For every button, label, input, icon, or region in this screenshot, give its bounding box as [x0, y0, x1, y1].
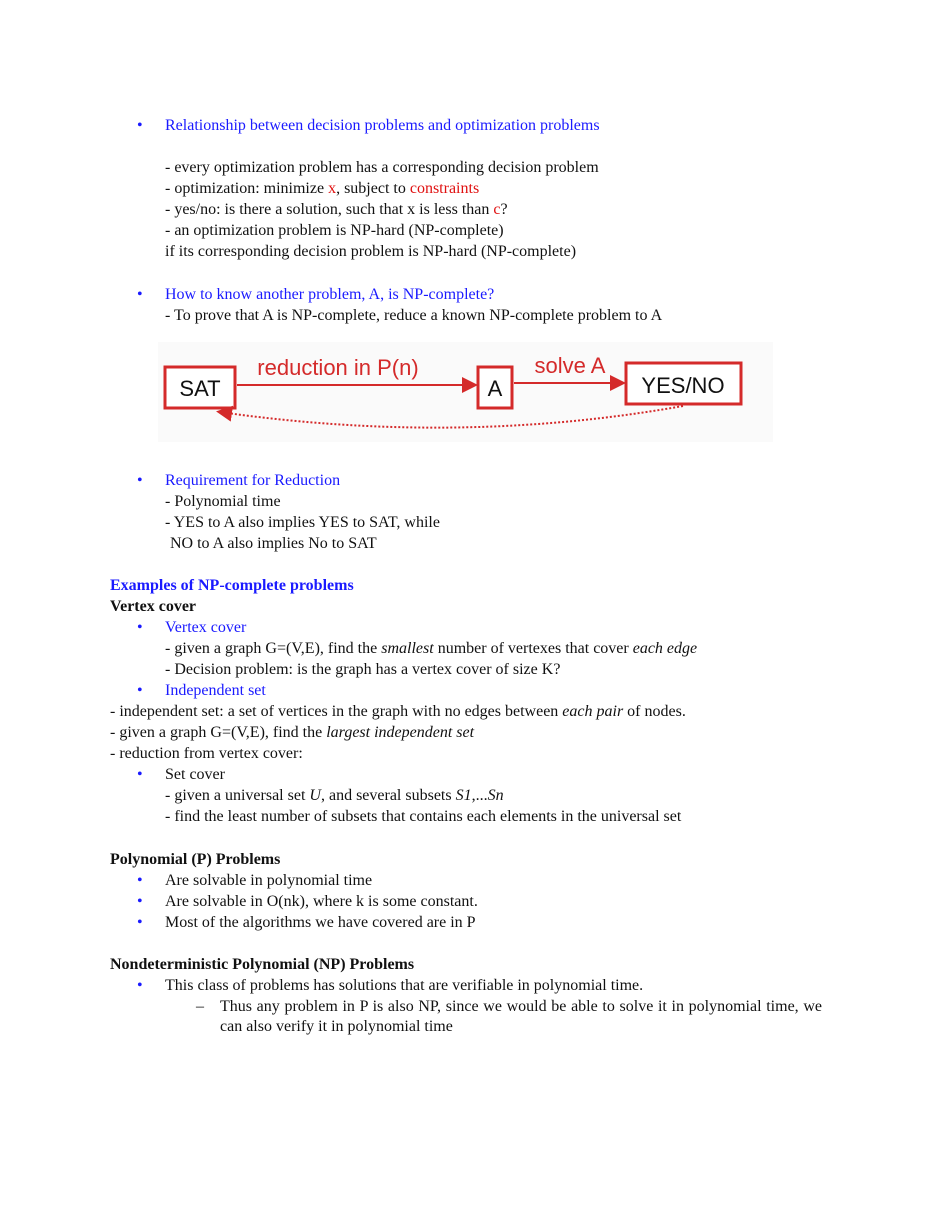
examples-heading: Examples of NP-complete problems [110, 577, 354, 594]
text-line: - every optimization problem has a corresponding decision problem [165, 159, 599, 176]
sub-bullet-dash: – [196, 998, 204, 1015]
sat-label: SAT [179, 376, 221, 401]
bullet: • [137, 619, 143, 636]
list-item: This class of problems has solutions that are verifiable in polynomial time. [165, 977, 644, 994]
text-line: - find the least number of subsets that contains each elements in the universal set [165, 808, 682, 825]
text-line: NO to A also implies No to SAT [170, 535, 377, 552]
text-line: - reduction from vertex cover: [110, 745, 303, 762]
constraints-term: constraints [409, 180, 480, 197]
text-line: - an optimization problem is NP-hard (NP-complete) [165, 222, 504, 239]
text-line: - optimization: minimize x, subject to constraints [165, 180, 480, 197]
text-line: - yes/no: is there a solution, such that x is less than c? [165, 201, 508, 218]
np-complete-question-heading: How to know another problem, A, is NP-complete? [165, 286, 495, 303]
list-item: Are solvable in polynomial time [165, 872, 373, 889]
vertex-cover-subheading: Vertex cover [110, 598, 197, 615]
variable-x: x [328, 180, 337, 197]
np-heading: Nondeterministic Polynomial (NP) Problems [110, 956, 415, 973]
sub-list-item: Thus any problem in P is also NP, since we would be able to solve it in polynomial time, we can also verify it in polynomial time [220, 998, 822, 1035]
list-item: Are solvable in O(nk), where k is some constant. [165, 893, 478, 910]
text-line: - Polynomial time [165, 493, 281, 510]
vertex-cover-item: Vertex cover [165, 619, 247, 636]
text-line: if its corresponding decision problem is NP-hard (NP-complete) [165, 243, 577, 260]
text-line: - Decision problem: is the graph has a vertex cover of size K? [165, 661, 561, 678]
reduction-diagram [158, 342, 773, 442]
solve-label: solve A [534, 353, 606, 378]
bullet: • [137, 682, 143, 699]
list-item: Most of the algorithms we have covered are in P [165, 914, 476, 931]
independent-set-item: Independent set [165, 682, 266, 699]
relationship-heading: Relationship between decision problems and optimization problems [165, 117, 600, 134]
bullet: • [137, 286, 143, 303]
bullet: • [137, 914, 143, 931]
requirement-heading: Requirement for Reduction [165, 472, 341, 489]
bullet: • [137, 893, 143, 910]
bullet: • [137, 117, 143, 134]
bullet: • [137, 872, 143, 889]
text-line: - given a graph G=(V,E), find the smallest number of vertexes that cover each edge [165, 640, 698, 657]
bullet: • [137, 766, 143, 783]
bullet: • [137, 472, 143, 489]
polynomial-heading: Polynomial (P) Problems [110, 851, 281, 868]
text-line: - given a universal set U, and several subsets S1,...Sn [165, 787, 504, 804]
bullet: • [137, 977, 143, 994]
a-label: A [487, 376, 503, 401]
yes-no-label: YES/NO [641, 373, 725, 398]
set-cover-item: Set cover [165, 766, 225, 783]
reduction-label: reduction in P(n) [257, 355, 419, 380]
text-line: - given a graph G=(V,E), find the largest independent set [110, 724, 475, 741]
text-line: - To prove that A is NP-complete, reduce a known NP-complete problem to A [165, 307, 663, 324]
text-line: - independent set: a set of vertices in the graph with no edges between each pair of nodes. [110, 703, 686, 720]
variable-c: c [493, 201, 501, 218]
text-line: - YES to A also implies YES to SAT, while [165, 514, 440, 531]
